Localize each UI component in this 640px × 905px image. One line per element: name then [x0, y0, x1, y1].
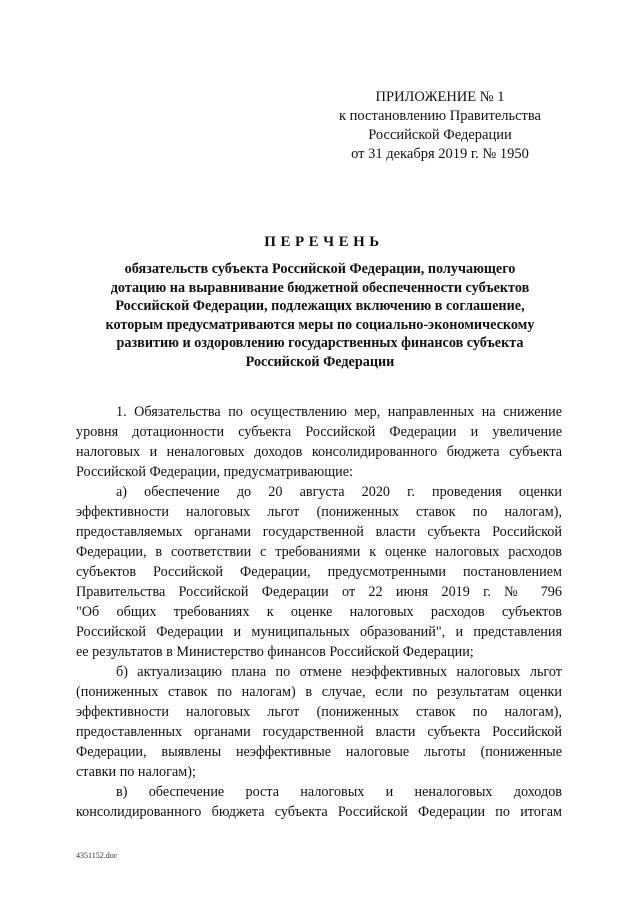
document-subtitle: [90, 260, 550, 372]
appendix-ref-line: Российской Федерации: [368, 127, 512, 143]
document-body: [76, 402, 562, 822]
file-name-footer: 4351152.doc: [76, 851, 118, 860]
document-title: ПЕРЕЧЕНЬ: [264, 234, 384, 250]
item-a-line: а) обеспечение до 20 августа 2020 г. проведения оценки: [116, 484, 562, 500]
appendix-ref-line: к постановлению Правительства: [339, 108, 541, 124]
item-v-line: консолидированного бюджета субъекта Российской Федерации по итогам: [76, 804, 562, 820]
item-a-line: Российской Федерации и муниципальных образований", и представления: [76, 624, 562, 640]
paragraph-1-line: налоговых и неналоговых доходов консолидированного бюджета субъекта: [76, 444, 562, 460]
item-a-line: предоставляемых органами государственной власти субъекта Российской: [76, 524, 562, 540]
item-b-line: предоставленных органами государственной власти субъекта Российской: [76, 724, 562, 740]
item-a-line: Федерации, в соответствии с требованиями к оценке налоговых расходов: [76, 544, 562, 560]
subtitle-line: которым предусматриваются меры по социально-экономическому: [105, 316, 535, 333]
subtitle-line: обязательств субъекта Российской Федерации, получающего: [124, 261, 516, 277]
item-a-line: субъектов Российской Федерации, предусмотренными постановлением: [76, 564, 562, 580]
subtitle-line: Российской Федерации: [245, 353, 395, 370]
item-b-line: (пониженных ставок по налогам) в случае, если по результатам оценки: [76, 684, 562, 700]
appendix-date-line: от 31 декабря 2019 г. № 1950: [351, 146, 529, 162]
paragraph-1-line: Российской Федерации, предусматривающие:: [76, 464, 354, 480]
item-b-line: б) актуализацию плана по отмене неэффективных налоговых льгот: [116, 664, 562, 680]
item-a-line: "Об общих требованиях к оценке налоговых расходов субъектов: [76, 604, 562, 620]
subtitle-line: дотацию на выравнивание бюджетной обеспеченности субъектов: [110, 279, 530, 296]
subtitle-line: Российской Федерации, подлежащих включению в соглашение,: [115, 298, 525, 315]
item-b-line: эффективности налоговых льгот (пониженных ставок по налогам),: [76, 704, 562, 720]
item-a-line: ее результатов в Министерство финансов Российской Федерации;: [76, 644, 474, 660]
subtitle-line: развитию и оздоровлению государственных финансов субъекта: [116, 335, 524, 352]
paragraph-1-line: 1. Обязательства по осуществлению мер, направленных на снижение: [116, 404, 562, 420]
paragraph-1-line: уровня дотационности субъекта Российской Федерации и увеличение: [76, 424, 562, 440]
item-a-line: эффективности налоговых льгот (пониженных ставок по налогам),: [76, 504, 562, 520]
item-b-line: ставки по налогам);: [76, 764, 196, 780]
item-b-line: Федерации, выявлены неэффективные налоговые льготы (пониженные: [76, 744, 562, 760]
item-v-line: в) обеспечение роста налоговых и неналоговых доходов: [116, 784, 562, 800]
item-a-line: Правительства Российской Федерации от 22 июня 2019 г. № 796: [76, 584, 562, 600]
appendix-header: [330, 88, 550, 164]
appendix-number: ПРИЛОЖЕНИЕ № 1: [375, 89, 505, 105]
